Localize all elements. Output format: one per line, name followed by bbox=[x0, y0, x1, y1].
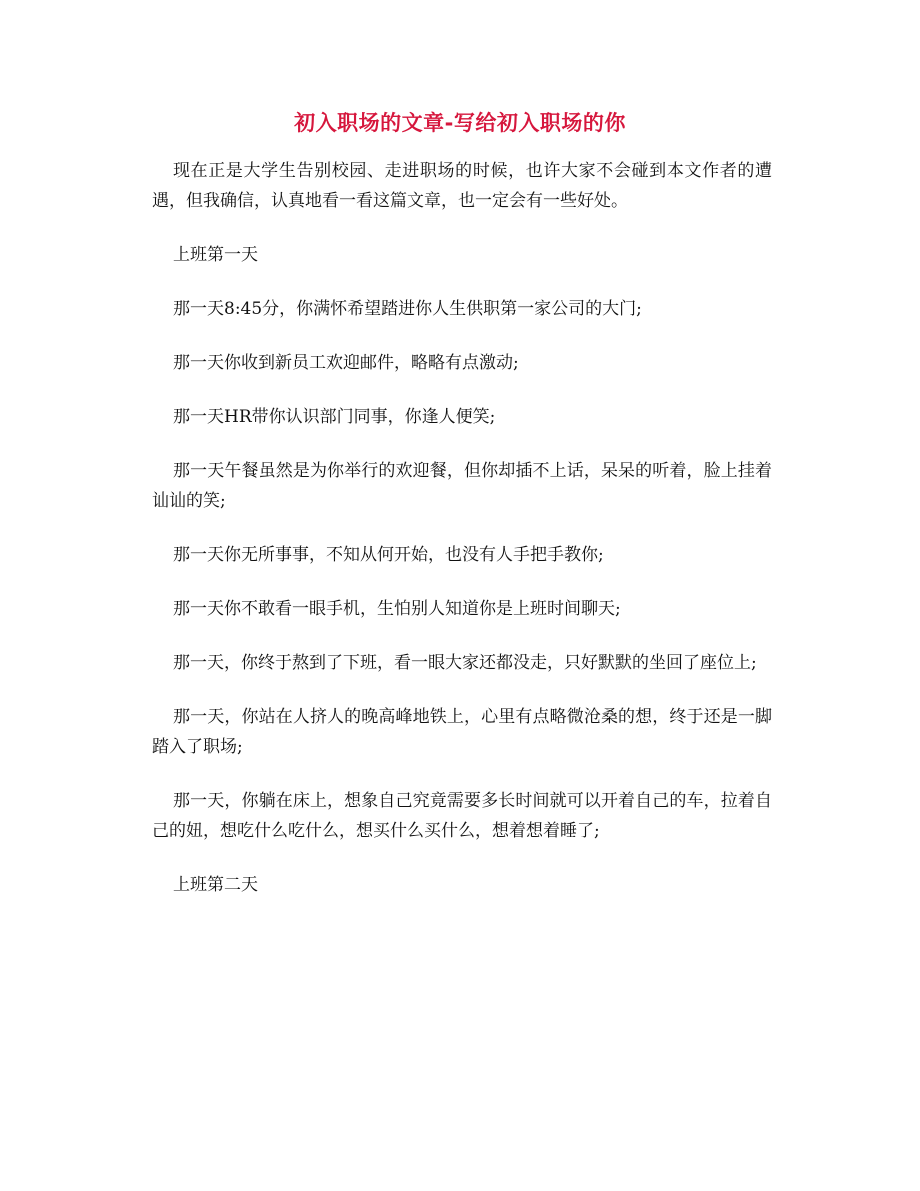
paragraph: 那一天，你终于熬到了下班，看一眼大家还都没走，只好默默的坐回了座位上; bbox=[173, 653, 757, 673]
paragraph: 那一天午餐虽然是为你举行的欢迎餐，但你却插不上话，呆呆的听着，脸上挂着讪讪的笑; bbox=[152, 461, 772, 511]
section-heading-day-two: 上班第二天 bbox=[173, 875, 258, 895]
paragraph: 那一天你不敢看一眼手机，生怕别人知道你是上班时间聊天; bbox=[173, 599, 621, 619]
document-body bbox=[152, 156, 772, 924]
paragraph: 那一天8:45分，你满怀希望踏进你人生供职第一家公司的大门; bbox=[173, 299, 642, 319]
paragraph: 那一天你收到新员工欢迎邮件，略略有点激动; bbox=[173, 353, 519, 373]
document-title: 初入职场的文章-写给初入职场的你 bbox=[294, 111, 626, 135]
paragraph: 那一天，你站在人挤人的晚高峰地铁上，心里有点略微沧桑的想，终于还是一脚踏入了职场; bbox=[152, 707, 772, 757]
section-heading-day-one: 上班第一天 bbox=[173, 245, 258, 265]
paragraph: 那一天HR带你认识部门同事，你逢人便笑; bbox=[173, 407, 496, 427]
paragraph-intro: 现在正是大学生告别校园、走进职场的时候，也许大家不会碰到本文作者的遭遇，但我确信，认真地看一看这篇文章，也一定会有一些好处。 bbox=[152, 161, 772, 211]
paragraph: 那一天，你躺在床上，想象自己究竟需要多长时间就可以开着自己的车，拉着自己的妞，想吃什么吃什么，想买什么买什么，想着想着睡了; bbox=[152, 791, 772, 841]
paragraph: 那一天你无所事事，不知从何开始，也没有人手把手教你; bbox=[173, 545, 604, 565]
